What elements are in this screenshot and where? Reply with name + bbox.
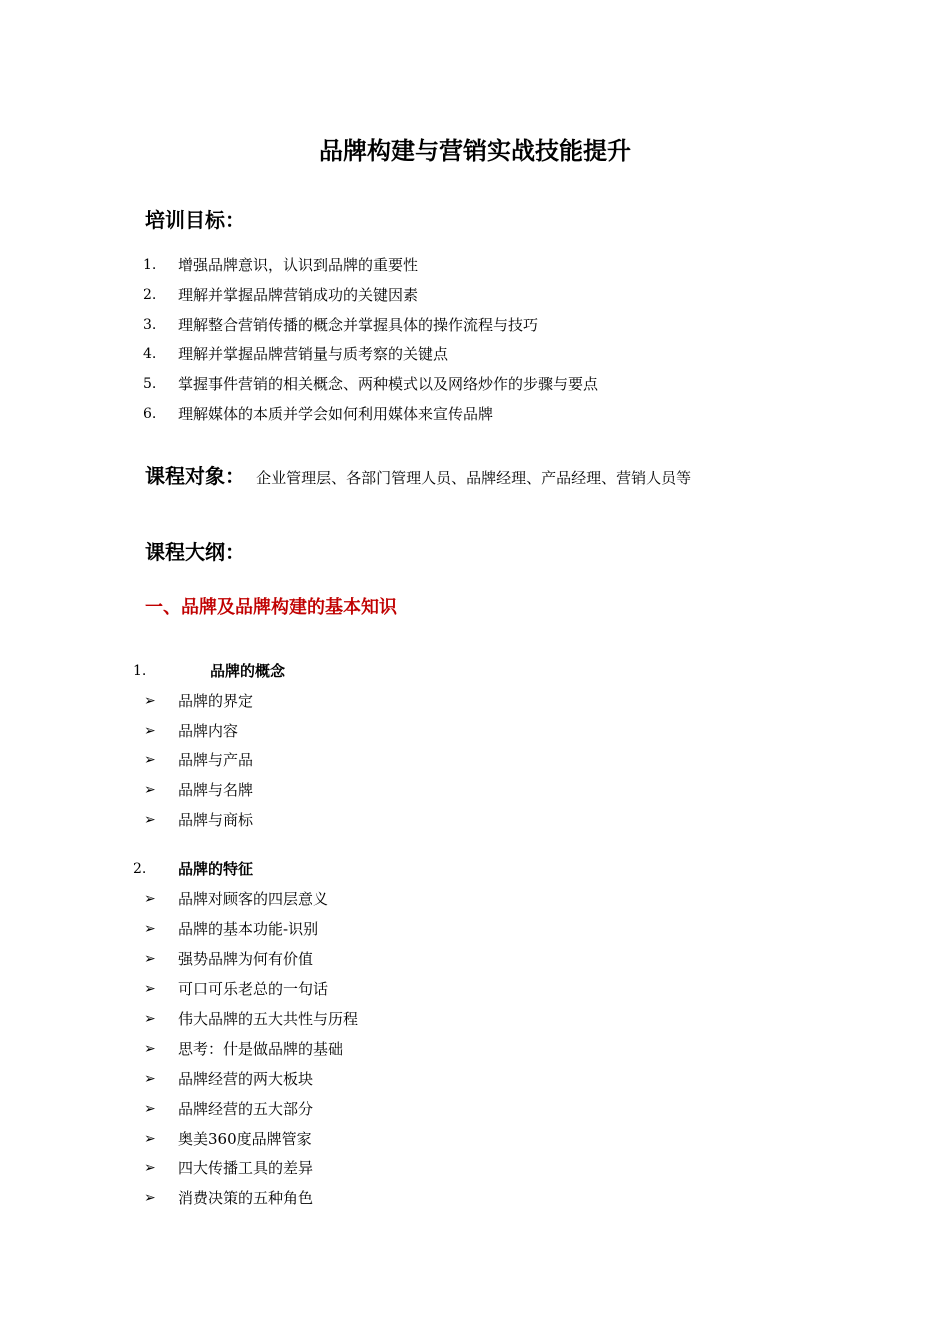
objective-text: 理解并掌握品牌营销量与质考察的关键点 xyxy=(178,345,449,363)
arrow-bullet-icon: ➢ xyxy=(144,1041,156,1057)
arrow-bullet-icon: ➢ xyxy=(144,1011,156,1027)
list-item xyxy=(0,1094,950,1124)
objective-item xyxy=(0,280,950,310)
subsection-title: 品牌的特征 xyxy=(178,860,254,878)
arrow-bullet-icon: ➢ xyxy=(144,812,156,828)
arrow-bullet-icon: ➢ xyxy=(144,693,156,709)
objective-number: 4. xyxy=(143,346,157,362)
list-item-text: 伟大品牌的五大共性与历程 xyxy=(178,1010,359,1028)
list-item xyxy=(0,1153,950,1183)
list-item-text: 品牌的界定 xyxy=(178,692,254,710)
arrow-bullet-icon: ➢ xyxy=(144,723,156,739)
objective-number: 1. xyxy=(143,257,157,273)
subsection-number: 2. xyxy=(133,861,147,877)
objectives-heading: 培训目标： xyxy=(145,208,245,232)
objective-number: 5. xyxy=(143,376,157,392)
arrow-bullet-icon: ➢ xyxy=(144,1190,156,1206)
list-item xyxy=(0,974,950,1004)
list-item-text: 四大传播工具的差异 xyxy=(178,1159,314,1177)
arrow-bullet-icon: ➢ xyxy=(144,1131,156,1147)
list-item-text: 品牌的基本功能-识别 xyxy=(178,920,319,938)
objective-text: 理解整合营销传播的概念并掌握具体的操作流程与技巧 xyxy=(178,316,539,334)
list-item-text: 品牌与名牌 xyxy=(178,781,254,799)
list-item-text: 消费决策的五种角色 xyxy=(178,1189,314,1207)
list-item-text: 品牌经营的五大部分 xyxy=(178,1100,314,1118)
arrow-bullet-icon: ➢ xyxy=(144,981,156,997)
arrow-bullet-icon: ➢ xyxy=(144,752,156,768)
arrow-bullet-icon: ➢ xyxy=(144,951,156,967)
list-item xyxy=(0,1064,950,1094)
list-item xyxy=(0,1034,950,1064)
objective-text: 增强品牌意识，认识到品牌的重要性 xyxy=(178,256,419,274)
audience-line xyxy=(145,461,691,491)
list-item-text: 品牌与商标 xyxy=(178,811,254,829)
outline-heading: 课程大纲： xyxy=(145,540,245,564)
arrow-bullet-icon: ➢ xyxy=(144,782,156,798)
objective-number: 3. xyxy=(143,317,157,333)
arrow-bullet-icon: ➢ xyxy=(144,1071,156,1087)
section-heading: 一、品牌及品牌构建的基本知识 xyxy=(145,597,397,618)
list-item xyxy=(0,686,950,716)
list-item xyxy=(0,805,950,835)
list-item xyxy=(0,914,950,944)
list-item-text: 品牌经营的两大板块 xyxy=(178,1070,314,1088)
list-item xyxy=(0,775,950,805)
arrow-bullet-icon: ➢ xyxy=(144,891,156,907)
objective-number: 2. xyxy=(143,287,157,303)
list-item-text: 思考：什是做品牌的基础 xyxy=(178,1040,344,1058)
list-item xyxy=(0,1004,950,1034)
list-item xyxy=(0,745,950,775)
audience-heading: 课程对象： xyxy=(145,464,245,488)
objective-item xyxy=(0,399,950,429)
audience-text: 企业管理层、各部门管理人员、品牌经理、产品经理、营销人员等 xyxy=(256,469,692,487)
arrow-bullet-icon: ➢ xyxy=(144,1101,156,1117)
objective-item xyxy=(0,369,950,399)
list-item xyxy=(0,884,950,914)
arrow-bullet-icon: ➢ xyxy=(144,1160,156,1176)
objective-number: 6. xyxy=(143,406,157,422)
document-title: 品牌构建与营销实战技能提升 xyxy=(319,137,631,165)
list-item-text: 可口可乐老总的一句话 xyxy=(178,980,329,998)
arrow-bullet-icon: ➢ xyxy=(144,921,156,937)
list-item-text: 品牌内容 xyxy=(178,722,239,740)
objective-item xyxy=(0,339,950,369)
objective-text: 理解媒体的本质并学会如何利用媒体来宣传品牌 xyxy=(178,405,494,423)
objective-text: 理解并掌握品牌营销成功的关键因素 xyxy=(178,286,419,304)
list-item-text: 强势品牌为何有价值 xyxy=(178,950,314,968)
list-item xyxy=(0,944,950,974)
list-item xyxy=(0,1183,950,1213)
list-item-text: 奥美360度品牌管家 xyxy=(178,1130,312,1148)
subsection-title: 品牌的概念 xyxy=(210,662,286,680)
list-item-text: 品牌对顾客的四层意义 xyxy=(178,890,329,908)
objective-text: 掌握事件营销的相关概念、两种模式以及网络炒作的步骤与要点 xyxy=(178,375,599,393)
objective-item xyxy=(0,250,950,280)
list-item xyxy=(0,1124,950,1154)
objective-item xyxy=(0,310,950,340)
subsection-number: 1. xyxy=(133,663,147,679)
list-item xyxy=(0,716,950,746)
list-item-text: 品牌与产品 xyxy=(178,751,254,769)
